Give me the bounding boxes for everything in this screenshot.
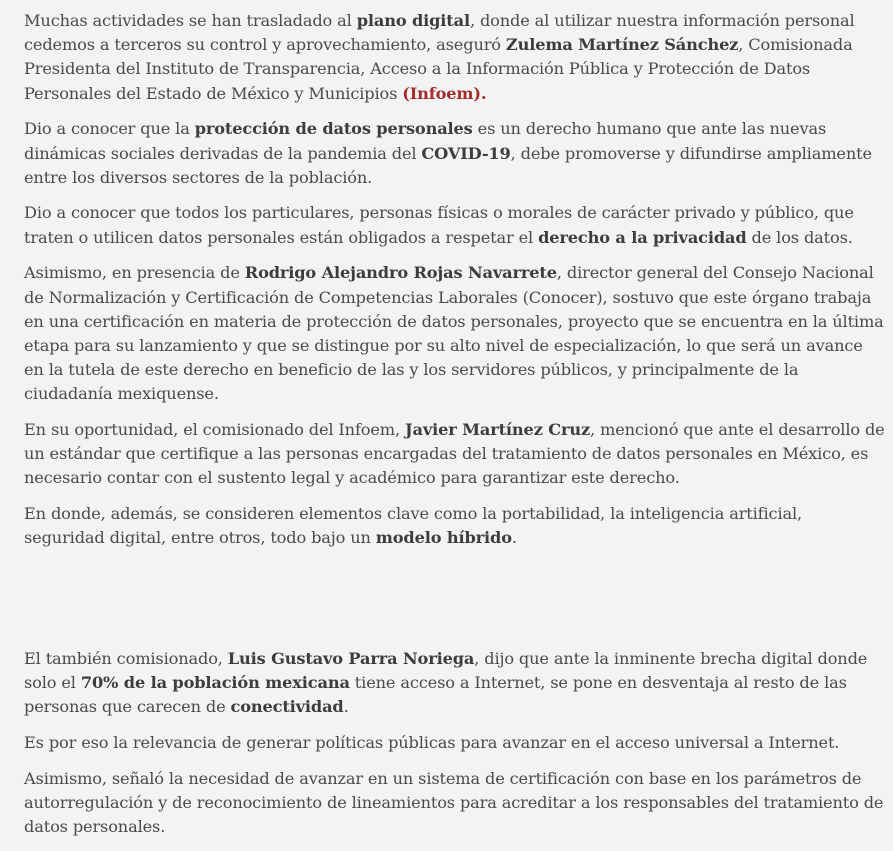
paragraph-brecha-digital — [24, 647, 886, 720]
emphasis-text: 70% de la población mexicana — [80, 673, 350, 693]
text-run: Dio a conocer que todos los particulares, personas físicas o morales de carácter privado y público, que traten o utilicen datos personales están obligados a respetar el — [24, 203, 854, 247]
emphasis-text: protección de datos personales — [194, 119, 473, 139]
text-run: Asimismo, señaló la necesidad de avanzar en un sistema de certificación con base en los parámetros de autorregulación y de reconocimiento de lineamientos para acreditar a los responsables del tratamiento de datos personales. — [24, 768, 884, 837]
text-run: de los datos. — [746, 227, 853, 247]
emphasis-text: COVID-19 — [421, 143, 511, 163]
paragraph-derecho-privacidad — [24, 201, 886, 249]
paragraph-modelo-hibrido — [24, 502, 886, 550]
paragraph-certificacion-autorregulacion — [24, 767, 886, 840]
emphasis-text: Rodrigo Alejandro Rojas Navarrete — [244, 263, 557, 283]
paragraph-javier-martinez — [24, 418, 886, 491]
article-body — [24, 9, 886, 851]
content-gap — [24, 562, 886, 647]
text-run: Es por eso la relevancia de generar políticas públicas para avanzar en el acceso universal a Internet. — [24, 733, 840, 753]
text-run: , dijo que ante la inminente brecha digital donde solo el — [24, 649, 868, 693]
text-run: En donde, además, se consideren elementos clave como la portabilidad, la inteligencia artificial, seguridad digital, entre otros, todo bajo un — [24, 504, 803, 548]
text-run: , mencionó que ante el desarrollo de un estándar que certifique a las personas encargadas del tratamiento de datos personales en México, es necesario contar con el sustento legal y académico para garantizar este derecho. — [24, 420, 885, 488]
text-run: El también comisionado, — [24, 649, 228, 669]
text-run: , debe promoverse y difundirse ampliamente entre los diversos sectores de la población. — [24, 143, 872, 187]
text-run: Asimismo, en presencia de — [24, 263, 245, 283]
paragraph-plano-digital — [24, 9, 886, 106]
emphasis-text: plano digital — [356, 11, 470, 30]
emphasis-text: derecho a la privacidad — [538, 227, 747, 247]
text-run: tiene acceso a Internet, se pone en desventaja al resto de las personas que carecen de — [24, 673, 847, 717]
paragraph-proteccion-datos — [24, 117, 886, 190]
text-run: Dio a conocer que la — [24, 119, 195, 139]
text-run: es un derecho humano que ante las nuevas dinámicas sociales derivadas de la pandemia del — [24, 119, 827, 163]
text-run: , donde al utilizar nuestra información personal cedemos a terceros su control y aprovechamiento, aseguró — [24, 11, 855, 55]
text-run: , Comisionada Presidenta del Instituto de Transparencia, Acceso a la Información Pública y Protección de Datos Personales del Estado de México y Municipios — [24, 35, 853, 103]
emphasis-text: conectividad — [230, 697, 344, 717]
emphasis-text: Javier Martínez Cruz — [405, 420, 590, 440]
text-run: En su oportunidad, el comisionado del Infoem, — [24, 420, 405, 440]
text-run: , director general del Consejo Nacional de Normalización y Certificación de Competencias Laborales (Conocer), sostuvo que este órgano trabaja en una certificación en materia de protección de datos personales, proyecto que se encuentra en la última etapa para su lanzamiento y que se distingue por su alto nivel de especialización, lo que será un avance en la tutela de este derecho en beneficio de las y los servidores públicos, y principalmente de la ciudadanía mexiquense. — [24, 263, 884, 404]
emphasis-text: Zulema Martínez Sánchez — [505, 35, 739, 55]
text-run: . — [511, 528, 517, 548]
emphasis-text: Luis Gustavo Parra Noriega — [227, 649, 475, 669]
emphasis-text: (Infoem). — [402, 83, 487, 103]
emphasis-text: modelo híbrido — [375, 528, 512, 548]
paragraph-acceso-internet — [24, 731, 886, 755]
text-run: . — [343, 697, 349, 717]
paragraph-conocer-certificacion — [24, 261, 886, 406]
text-run: Muchas actividades se han trasladado al — [24, 11, 357, 30]
